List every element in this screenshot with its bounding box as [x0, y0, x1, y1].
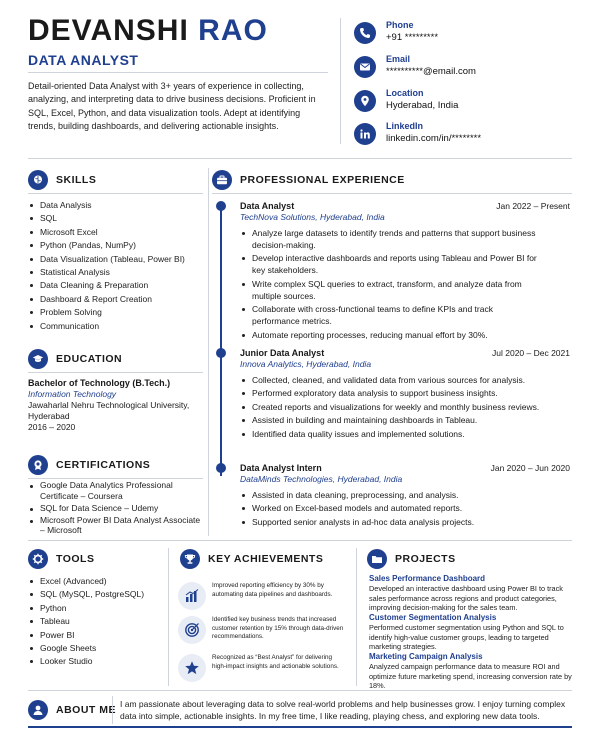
degree: Bachelor of Technology (B.Tech.) — [28, 378, 171, 388]
folder-icon — [367, 549, 387, 569]
job-bullets — [240, 489, 540, 529]
job-entry — [240, 463, 570, 535]
list-item: SQL (MySQL, PostgreSQL) — [28, 588, 166, 601]
job-bullets — [240, 227, 540, 342]
header-divider — [340, 18, 341, 144]
job-role: DATA ANALYST — [28, 52, 139, 68]
column-divider — [356, 548, 357, 686]
section-underline — [28, 478, 203, 479]
job-dates: Jan 2020 – Jun 2020 — [490, 463, 570, 473]
linkedin-icon — [354, 123, 376, 145]
graduation-cap-icon — [28, 349, 48, 369]
timeline-dot — [216, 201, 226, 211]
list-item: Develop interactive dashboards and reports using Tableau and Power BI for key stakeholders. — [240, 252, 540, 276]
about-heading — [28, 700, 116, 722]
field-of-study: Information Technology — [28, 389, 117, 399]
list-item: Dashboard & Report Creation — [28, 293, 208, 306]
trophy-icon — [180, 549, 200, 569]
experience-heading — [212, 170, 572, 192]
contact-linkedin — [354, 121, 584, 151]
achievements-heading — [180, 549, 350, 571]
list-item: Assisted in data cleaning, preprocessing, and analysis. — [240, 489, 540, 501]
certifications-list — [28, 480, 206, 537]
contact-value: Hyderabad, India — [386, 100, 459, 111]
project-description: Analyzed campaign performance data to measure ROI and optimize future marketing spend, increasing conversion rate by 18%. — [369, 662, 572, 691]
list-item: Performed exploratory data analysis to support business insights. — [240, 387, 540, 399]
list-item: Python — [28, 602, 166, 615]
star-icon — [178, 654, 206, 682]
section-title: CERTIFICATIONS — [56, 459, 151, 471]
section-title: TOOLS — [56, 553, 95, 565]
timeline-dot — [216, 463, 226, 473]
gear-icon — [28, 549, 48, 569]
header-divider-bottom — [28, 158, 572, 159]
brain-icon — [28, 170, 48, 190]
certifications-heading — [28, 455, 203, 477]
column-divider — [208, 168, 209, 536]
project-description: Performed customer segmentation using Python and SQL to identify high-value customer groups, leading to targeted marketing strategies. — [369, 623, 564, 652]
section-title: PROFESSIONAL EXPERIENCE — [240, 174, 405, 186]
contact-value: +91 ********* — [386, 32, 439, 43]
contact-value: **********@email.com — [386, 66, 476, 77]
job-title: Data Analyst — [240, 201, 295, 211]
job-title: Data Analyst Intern — [240, 463, 322, 473]
contact-label: LinkedIn — [386, 121, 424, 131]
achievement-text: Improved reporting efficiency by 30% by automating data pipelines and dashboards. — [212, 582, 333, 598]
contact-label: Email — [386, 54, 411, 64]
section-title: SKILLS — [56, 174, 97, 186]
achievement-item — [178, 614, 348, 650]
education-years: 2016 – 2020 — [28, 422, 76, 432]
list-item: Communication — [28, 320, 208, 333]
skills-list — [28, 199, 208, 333]
skills-heading — [28, 170, 203, 192]
achievement-text: Identified key business trends that increased customer retention by 15% through data-driven recommendations. — [212, 616, 344, 641]
list-item: Worked on Excel-based models and automated reports. — [240, 502, 540, 514]
project-title: Sales Performance Dashboard — [369, 574, 486, 583]
tools-heading — [28, 549, 163, 571]
project-item — [369, 613, 574, 652]
list-item: SQL for Data Science – Udemy — [28, 503, 206, 514]
job-title: Junior Data Analyst — [240, 348, 325, 358]
list-item: Power BI — [28, 629, 166, 642]
role-divider — [28, 72, 328, 73]
list-item: Data Analysis — [28, 199, 208, 212]
achievement-item — [178, 652, 348, 688]
education-heading — [28, 349, 203, 371]
first-name: DEVANSHI — [28, 14, 189, 47]
projects-heading — [367, 549, 567, 571]
candidate-name — [28, 14, 268, 48]
list-item: Google Sheets — [28, 642, 166, 655]
footer-accent-line — [28, 726, 572, 728]
job-dates: Jul 2020 – Dec 2021 — [492, 348, 570, 358]
project-description: Developed an interactive dashboard using Power BI to track sales performance across regions and product categories, improving decision-making for the sales team. — [369, 584, 563, 613]
list-item: Google Data Analytics Professional Certificate – Coursera — [28, 480, 206, 501]
section-title: EDUCATION — [56, 353, 123, 365]
briefcase-icon — [212, 170, 232, 190]
list-item: Automate reporting processes, reducing manual effort by 30%. — [240, 329, 540, 341]
section-title: KEY ACHIEVEMENTS — [208, 553, 324, 565]
bar-chart-icon — [178, 582, 206, 610]
tools-list — [28, 575, 166, 669]
section-underline — [212, 193, 572, 194]
job-company: Innova Analytics, Hyderabad, India — [240, 359, 372, 369]
list-item: Statistical Analysis — [28, 266, 208, 279]
list-item: Microsoft Power BI Data Analyst Associate – Microsoft — [28, 515, 206, 536]
contact-location — [354, 88, 584, 118]
last-name: RAO — [198, 14, 268, 47]
summary-text: Detail-oriented Data Analyst with 3+ years of experience in collecting, analyzing, and interpreting data to drive business decisions. Proficient in SQL, Excel, Python, and data visualization tools. Adept at identifying trends, building dashboards, and delivering actionable insights. — [28, 81, 316, 131]
list-item: Data Visualization (Tableau, Power BI) — [28, 253, 208, 266]
list-item: Supported senior analysts in ad-hoc data analysis projects. — [240, 516, 540, 528]
job-dates: Jan 2022 – Present — [496, 201, 570, 211]
list-item: Assisted in building and maintaining dashboards in Tableau. — [240, 414, 540, 426]
list-item: Collected, cleaned, and validated data from various sources for analysis. — [240, 374, 540, 386]
list-item: Problem Solving — [28, 306, 208, 319]
column-divider — [168, 548, 169, 686]
project-item — [369, 652, 574, 691]
experience-timeline — [220, 204, 222, 476]
contact-phone — [354, 20, 584, 50]
project-title: Customer Segmentation Analysis — [369, 613, 497, 622]
job-entry — [240, 201, 570, 346]
contact-value: linkedin.com/in/******** — [386, 133, 482, 144]
email-icon — [354, 56, 376, 78]
phone-icon — [354, 22, 376, 44]
list-item: Microsoft Excel — [28, 226, 208, 239]
project-item — [369, 574, 574, 613]
list-item: Collaborate with cross-functional teams to define KPIs and track performance metrics. — [240, 303, 540, 327]
achievement-item — [178, 580, 348, 616]
job-bullets — [240, 374, 540, 441]
list-item: Write complex SQL queries to extract, transform, and analyze data from multiple sources. — [240, 278, 540, 302]
section-underline — [28, 193, 203, 194]
list-item: Created reports and visualizations for weekly and monthly business reviews. — [240, 401, 540, 413]
project-title: Marketing Campaign Analysis — [369, 652, 483, 661]
list-item: Looker Studio — [28, 655, 166, 668]
list-item: SQL — [28, 212, 208, 225]
user-icon — [28, 700, 48, 720]
badge-icon — [28, 455, 48, 475]
section-title: PROJECTS — [395, 553, 456, 565]
list-item: Python (Pandas, NumPy) — [28, 239, 208, 252]
about-divider — [28, 690, 572, 691]
education-entry — [28, 378, 208, 433]
institution: Jawaharlal Nehru Technological University, Hyderabad — [28, 400, 190, 421]
job-company: DataMinds Technologies, Hyderabad, India — [240, 474, 403, 484]
bottom-section-divider — [28, 540, 572, 541]
list-item: Identified data quality issues and implemented solutions. — [240, 428, 540, 440]
section-underline — [28, 372, 203, 373]
list-item: Data Cleaning & Preparation — [28, 279, 208, 292]
job-company: TechNova Solutions, Hyderabad, India — [240, 212, 385, 222]
achievement-text: Recognized as “Best Analyst” for delivering high-impact insights and actionable solutions. — [212, 654, 339, 670]
list-item: Tableau — [28, 615, 166, 628]
timeline-dot — [216, 348, 226, 358]
list-item: Excel (Advanced) — [28, 575, 166, 588]
contact-label: Phone — [386, 20, 414, 30]
contact-label: Location — [386, 88, 424, 98]
target-icon — [178, 616, 206, 644]
location-icon — [354, 90, 376, 112]
contact-email — [354, 54, 584, 84]
about-divider-vertical — [112, 696, 113, 724]
about-text: I am passionate about leveraging data to solve real-world problems and help businesses grow. I enjoy turning complex data into simple, actionable insights. In my free time, I like reading, playing chess, and exploring new data tools. — [120, 699, 566, 721]
job-entry — [240, 348, 570, 460]
section-title: ABOUT ME — [56, 704, 116, 716]
list-item: Analyze large datasets to identify trends and patterns that support business decision-making. — [240, 227, 540, 251]
